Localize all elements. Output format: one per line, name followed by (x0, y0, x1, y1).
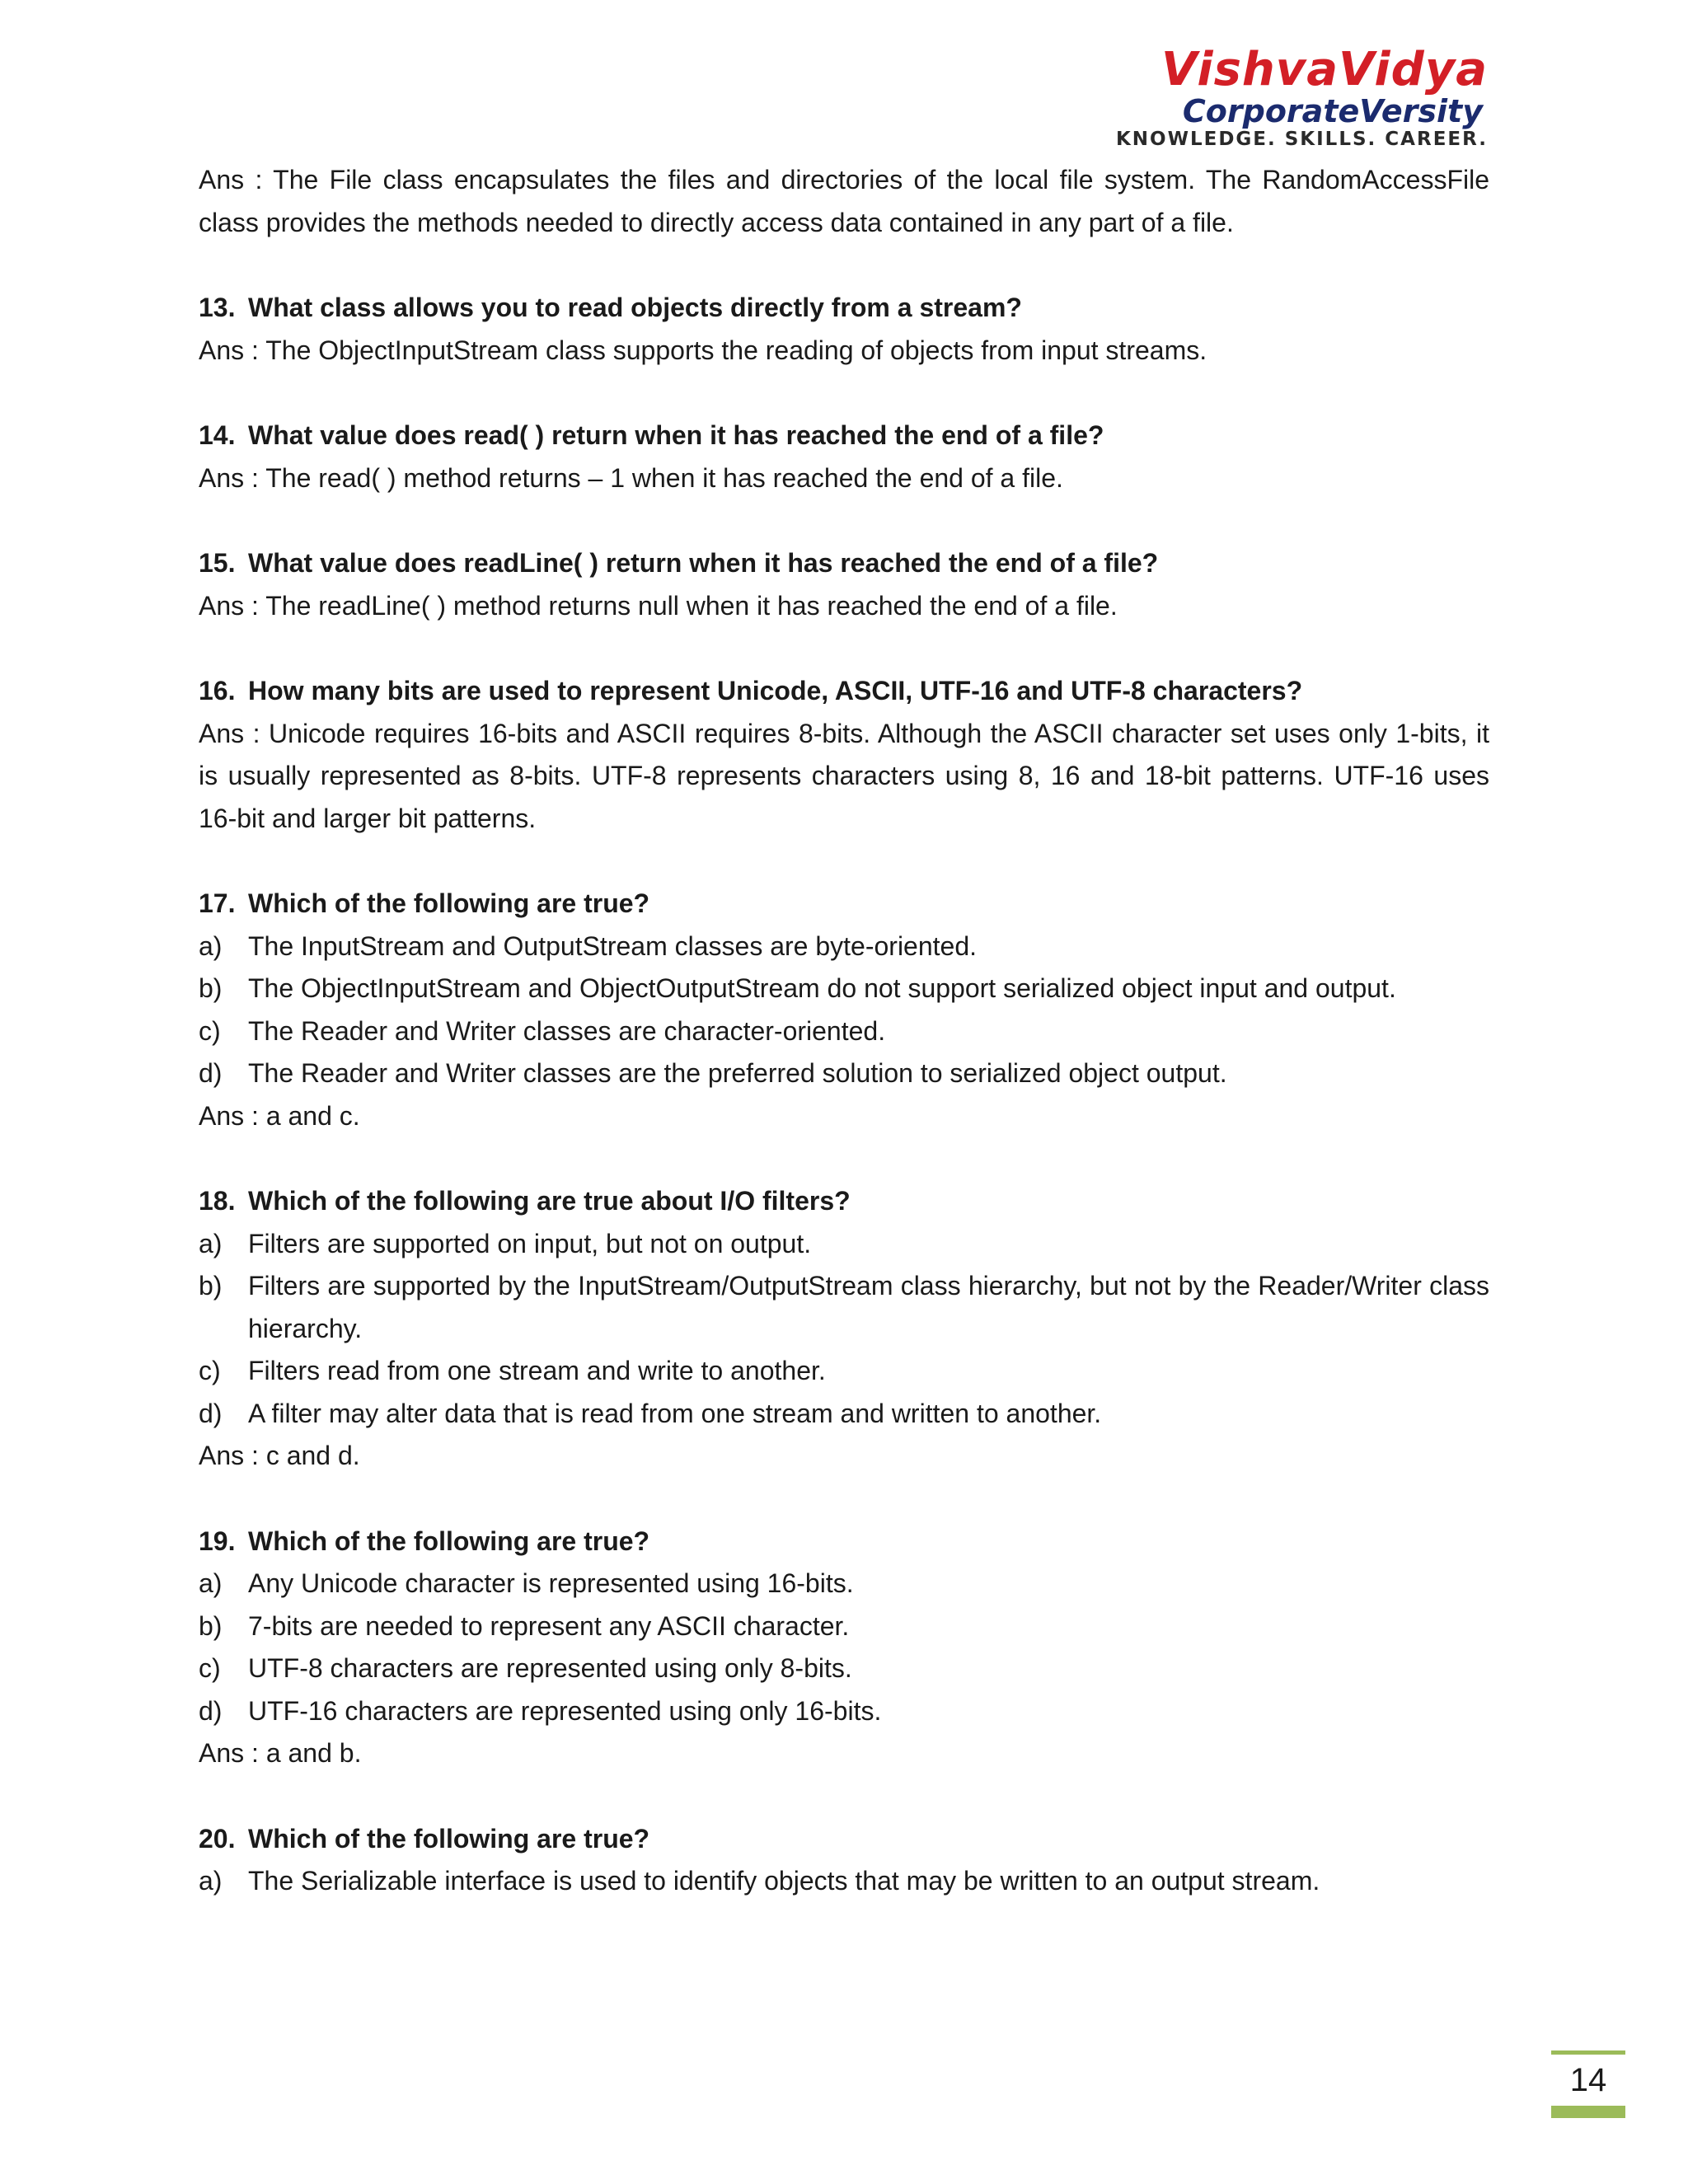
answer-16: Ans : Unicode requires 16-bits and ASCII requires 8-bits. Although the ASCII character set uses only 1-bits, it is usually represented as 8-bits. UTF-8 represents characters using 8, 16 and 18-bit patterns. UTF-16 uses 16-bit and larger bit patterns. (199, 718, 1489, 833)
option-b (199, 968, 1489, 1010)
option-d (199, 1393, 1489, 1436)
option-b (199, 1605, 1489, 1648)
option-text: The Reader and Writer classes are the preferred solution to serialized object output. (248, 1058, 1227, 1088)
option-text: Filters are supported by the InputStream/OutputStream class hierarchy, but not by the Reader/Writer class hierarchy. (248, 1271, 1489, 1343)
option-letter: c) (199, 1653, 221, 1683)
option-c (199, 1350, 1489, 1393)
intro-answer: Ans : The File class encapsulates the files and directories of the local file system. The RandomAccessFile class provides the methods needed to directly access data contained in any part of a file. (199, 165, 1489, 237)
option-text: UTF-16 characters are represented using only 16-bits. (248, 1695, 882, 1726)
answer-14: Ans : The read( ) method returns – 1 when it has reached the end of a file. (199, 462, 1063, 493)
option-a (199, 1563, 1489, 1605)
question-text: Which of the following are true? (248, 1526, 650, 1556)
question-text: What value does read( ) return when it has reached the end of a file? (248, 420, 1104, 450)
option-text: The ObjectInputStream and ObjectOutputStream do not support serialized object input and output. (248, 973, 1396, 1003)
question-number: 14. (199, 420, 236, 450)
option-c (199, 1647, 1489, 1690)
option-text: The Serializable interface is used to identify objects that may be written to an output stream. (248, 1866, 1320, 1896)
question-15 (199, 542, 1489, 585)
answer-15: Ans : The readLine( ) method returns null when it has reached the end of a file. (199, 590, 1118, 621)
option-letter: d) (199, 1695, 223, 1726)
option-d (199, 1052, 1489, 1095)
question-text: Which of the following are true about I/O filters? (248, 1186, 851, 1216)
question-13 (199, 287, 1489, 330)
question-number: 13. (199, 293, 236, 322)
question-17 (199, 883, 1489, 926)
logo-subtitle: CorporateVersity (1182, 93, 1483, 129)
question-19 (199, 1521, 1489, 1563)
page-number (1551, 2050, 1625, 2118)
option-text: The Reader and Writer classes are character-oriented. (248, 1015, 886, 1046)
company-logo (1109, 45, 1488, 151)
option-letter: a) (199, 1228, 223, 1258)
question-text: How many bits are used to represent Unicode, ASCII, UTF-16 and UTF-8 characters? (248, 676, 1303, 705)
option-text: The InputStream and OutputStream classes are byte-oriented. (248, 930, 978, 961)
option-text: Filters are supported on input, but not on output. (248, 1228, 812, 1258)
option-text: 7-bits are needed to represent any ASCII character. (248, 1610, 850, 1641)
option-letter: d) (199, 1398, 223, 1428)
option-letter: a) (199, 930, 223, 961)
option-letter: a) (199, 1568, 223, 1598)
question-number: 18. (199, 1186, 236, 1216)
question-number: 17. (199, 888, 236, 918)
option-d (199, 1690, 1489, 1733)
option-text: UTF-8 characters are represented using only 8-bits. (248, 1653, 852, 1683)
option-text: Any Unicode character is represented using 16-bits. (248, 1568, 854, 1598)
question-number: 16. (199, 676, 236, 705)
option-letter: a) (199, 1866, 223, 1896)
question-16 (199, 670, 1489, 713)
question-20 (199, 1818, 1489, 1861)
answer-18: Ans : c and d. (199, 1441, 360, 1470)
option-letter: b) (199, 1271, 223, 1301)
option-c (199, 1010, 1489, 1053)
question-number: 20. (199, 1823, 236, 1854)
logo-tagline: KNOWLEDGE. SKILLS. CAREER. (1115, 129, 1488, 150)
option-letter: b) (199, 973, 223, 1003)
question-number: 15. (199, 548, 236, 578)
answer-19: Ans : a and b. (199, 1738, 362, 1768)
document-body (199, 159, 1489, 1903)
option-letter: c) (199, 1015, 221, 1046)
question-14 (199, 415, 1489, 457)
question-text: What class allows you to read objects directly from a stream? (248, 293, 1022, 322)
page-number-label: 14 (1569, 2062, 1607, 2098)
question-number: 19. (199, 1526, 236, 1556)
option-text: Filters read from one stream and write to another. (248, 1356, 826, 1385)
option-a (199, 1860, 1489, 1903)
option-letter: b) (199, 1610, 223, 1641)
answer-13: Ans : The ObjectInputStream class supports the reading of objects from input streams. (199, 335, 1207, 365)
question-text: What value does readLine( ) return when it has reached the end of a file? (248, 548, 1159, 578)
option-text: A filter may alter data that is read from one stream and written to another. (248, 1398, 1102, 1428)
option-letter: d) (199, 1058, 223, 1088)
answer-17: Ans : a and c. (199, 1100, 360, 1131)
option-b (199, 1265, 1489, 1350)
logo-title: VishvaVidya (1161, 43, 1488, 96)
question-text: Which of the following are true? (248, 888, 650, 918)
option-letter: c) (199, 1356, 221, 1385)
question-text: Which of the following are true? (248, 1823, 650, 1854)
question-18 (199, 1180, 1489, 1223)
option-a (199, 1223, 1489, 1266)
option-a (199, 926, 1489, 968)
